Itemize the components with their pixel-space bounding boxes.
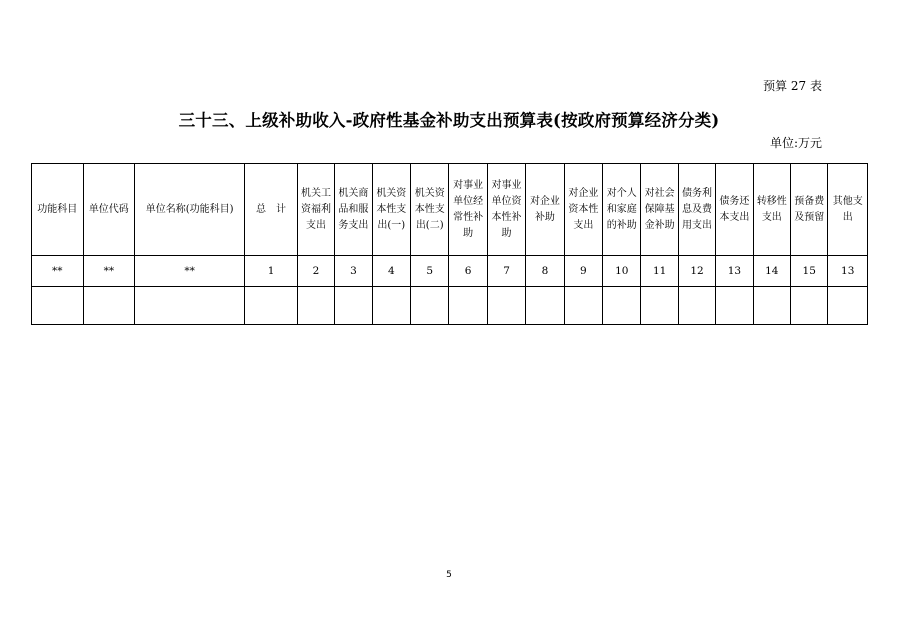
data-cell [335,287,372,325]
col-header-total: 总 计 [245,164,298,256]
code-cell: 6 [449,256,487,287]
col-header-other: 其他支出 [828,164,868,256]
data-cell [603,287,641,325]
col-header-debt-principal: 债务还本支出 [716,164,753,256]
code-row [32,256,868,287]
col-header-unit-code: 单位代码 [83,164,135,256]
code-cell: 4 [372,256,410,287]
code-cell: ** [83,256,135,287]
code-cell: 14 [753,256,790,287]
data-row [32,287,868,325]
data-cell [791,287,828,325]
col-header-unit-name: 单位名称(功能科目) [135,164,245,256]
col-header-goods-services: 机关商品和服务支出 [335,164,372,256]
col-header-wages: 机关工资福利支出 [297,164,334,256]
col-header-enterprise-subsidy: 对企业补助 [526,164,564,256]
code-cell: 13 [828,256,868,287]
code-cell: 15 [791,256,828,287]
code-cell: ** [135,256,245,287]
code-cell: ** [32,256,84,287]
code-cell: 8 [526,256,564,287]
code-cell: 7 [487,256,525,287]
code-cell: 13 [716,256,753,287]
data-cell [526,287,564,325]
data-cell [678,287,715,325]
data-cell [83,287,135,325]
unit-label: 单位:万元 [769,136,822,150]
data-cell [564,287,602,325]
data-cell [641,287,678,325]
code-cell: 10 [603,256,641,287]
table-number: 预算 27 表 [763,79,822,93]
data-cell [449,287,487,325]
col-header-inst-capital-subsidy: 对事业单位资本性补助 [487,164,525,256]
header-row [32,164,868,256]
col-header-inst-recurrent-subsidy: 对事业单位经常性补助 [449,164,487,256]
col-header-household-subsidy: 对个人和家庭的补助 [603,164,641,256]
page-title: 三十三、上级补助收入-政府性基金补助支出预算表(按政府预算经济分类) [178,111,720,130]
col-header-reserve: 预备费及预留 [791,164,828,256]
code-cell: 11 [641,256,678,287]
code-cell: 9 [564,256,602,287]
data-cell [716,287,753,325]
col-header-capital-1: 机关资本性支出(一) [372,164,410,256]
data-cell [487,287,525,325]
budget-table [31,163,868,325]
code-cell: 5 [411,256,449,287]
code-cell: 12 [678,256,715,287]
data-cell [411,287,449,325]
page-number: 5 [446,570,452,580]
code-cell: 3 [335,256,372,287]
data-cell [245,287,298,325]
col-header-social-security: 对社会保障基金补助 [641,164,678,256]
col-header-function-subject: 功能科目 [32,164,84,256]
col-header-debt-interest: 债务利息及费用支出 [678,164,715,256]
data-cell [828,287,868,325]
data-cell [297,287,334,325]
data-cell [372,287,410,325]
col-header-enterprise-capital: 对企业资本性支出 [564,164,602,256]
data-cell [135,287,245,325]
data-cell [753,287,790,325]
col-header-capital-2: 机关资本性支出(二) [411,164,449,256]
code-cell: 2 [297,256,334,287]
code-cell: 1 [245,256,298,287]
data-cell [32,287,84,325]
col-header-transfer: 转移性支出 [753,164,790,256]
